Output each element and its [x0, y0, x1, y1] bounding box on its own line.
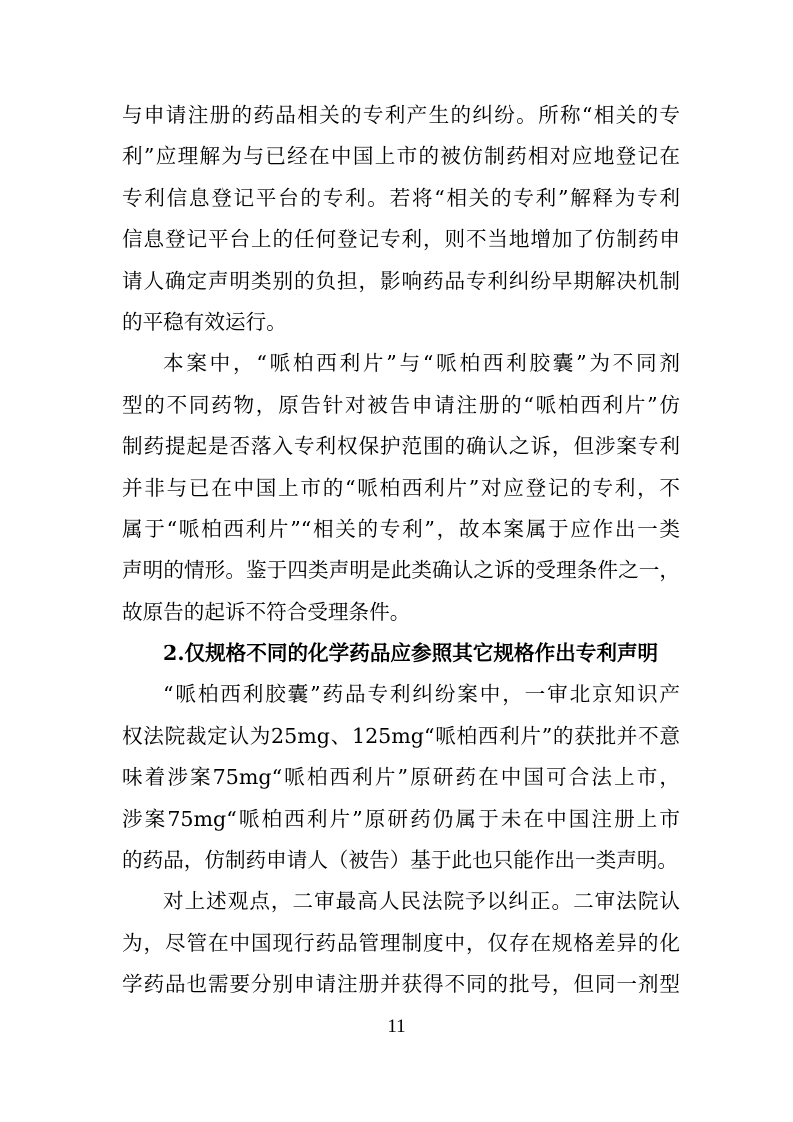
paragraph-2-line-4: 并非与已在中国上市的“哌柏西利片”对应登记的专利，不	[122, 475, 680, 500]
paragraph-3-line-4: 涉案75mg“哌柏西利片”原研药仍属于未在中国注册上市	[122, 806, 680, 831]
paragraph-1-line-6: 的平稳有效运行。	[122, 309, 287, 334]
paragraph-4-line-1: 对上述观点，二审最高人民法院予以纠正。二审法院认	[163, 889, 680, 914]
paragraph-1-line-5: 请人确定声明类别的负担，影响药品专利纠纷早期解决机制	[122, 268, 680, 293]
paragraph-2-line-2: 型的不同药物，原告针对被告申请注册的“哌柏西利片”仿	[122, 392, 680, 417]
section-heading: 2.仅规格不同的化学药品应参照其它规格作出专利声明	[163, 641, 659, 666]
body-text	[122, 95, 680, 1006]
paragraph-2-line-6: 声明的情形。鉴于四类声明是此类确认之诉的受理条件之一，	[122, 558, 680, 583]
paragraph-3-line-5: 的药品，仿制药申请人（被告）基于此也只能作出一类声明。	[122, 848, 679, 873]
paragraph-1-line-4: 信息登记平台上的任何登记专利，则不当地增加了仿制药申	[122, 227, 680, 252]
paragraph-3-line-2: 权法院裁定认为25mg、125mg“哌柏西利片”的获批并不意	[122, 723, 680, 748]
paragraph-1-line-1: 与申请注册的药品相关的专利产生的纠纷。所称“相关的专	[122, 103, 680, 127]
paragraph-2-line-3: 制药提起是否落入专利权保护范围的确认之诉，但涉案专利	[122, 434, 680, 459]
paragraph-2-line-7: 故原告的起诉不符合受理条件。	[122, 599, 411, 624]
paragraph-2-line-1: 本案中，“哌柏西利片”与“哌柏西利胶囊”为不同剂	[163, 351, 680, 376]
paragraph-3-line-1: “哌柏西利胶囊”药品专利纠纷案中，一审北京知识产	[163, 682, 680, 707]
paragraph-2-line-5: 属于“哌柏西利片”“相关的专利”，故本案属于应作出一类	[122, 516, 680, 541]
paragraph-4-line-3: 学药品也需要分别申请注册并获得不同的批号，但同一剂型	[122, 972, 680, 997]
paragraph-4-line-2: 为，尽管在中国现行药品管理制度中，仅存在规格差异的化	[122, 930, 680, 955]
paragraph-1-line-3: 专利信息登记平台的专利。若将“相关的专利”解释为专利	[122, 185, 680, 210]
paragraph-3-line-3: 味着涉案75mg“哌柏西利片”原研药在中国可合法上市，	[122, 765, 680, 790]
paragraph-1-line-2: 利”应理解为与已经在中国上市的被仿制药相对应地登记在	[122, 144, 680, 169]
page-number: 11	[387, 1016, 406, 1037]
